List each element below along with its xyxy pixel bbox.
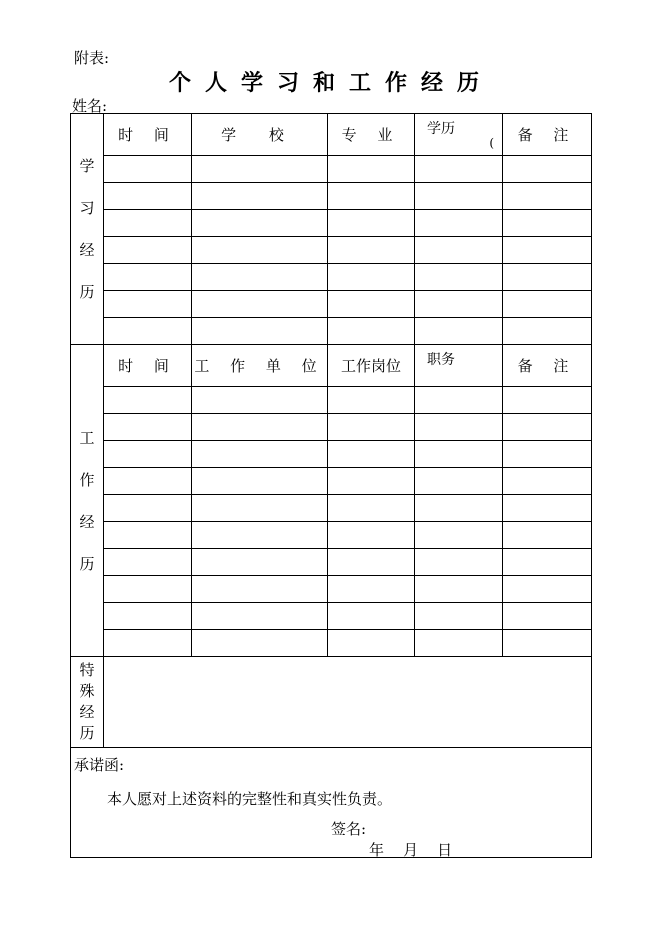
education-entry-row <box>71 291 592 318</box>
signature-label: 签名: <box>331 820 367 838</box>
work-entry-cell[interactable] <box>328 576 415 603</box>
education-entry-cell[interactable] <box>503 318 592 345</box>
work-entry-cell[interactable] <box>104 387 192 414</box>
work-entry-cell[interactable] <box>503 441 592 468</box>
work-entry-row <box>71 414 592 441</box>
work-entry-cell[interactable] <box>503 630 592 657</box>
education-entry-cell[interactable] <box>192 210 328 237</box>
work-entry-row <box>71 630 592 657</box>
work-entry-cell[interactable] <box>328 468 415 495</box>
work-entry-cell[interactable] <box>415 495 503 522</box>
education-entry-cell[interactable] <box>192 318 328 345</box>
education-entry-cell[interactable] <box>328 156 415 183</box>
work-entry-row <box>71 387 592 414</box>
special-side-label: 特 殊 经 历 <box>71 657 104 748</box>
work-entry-row <box>71 549 592 576</box>
work-side-label: 工 作 经 历 <box>71 345 104 657</box>
edu-header-degree-label: 学历 <box>427 121 455 137</box>
education-entry-cell[interactable] <box>503 210 592 237</box>
resume-form-table <box>70 113 592 858</box>
pledge-row <box>71 748 592 858</box>
work-entry-cell[interactable] <box>192 576 328 603</box>
work-entry-row <box>71 522 592 549</box>
work-entry-cell[interactable] <box>192 549 328 576</box>
education-entry-cell[interactable] <box>415 264 503 291</box>
education-entry-cell[interactable] <box>104 210 192 237</box>
edu-header-degree-mark: ( <box>489 136 494 150</box>
work-entry-cell[interactable] <box>328 414 415 441</box>
education-entry-cell[interactable] <box>104 291 192 318</box>
work-entry-cell[interactable] <box>104 576 192 603</box>
work-entry-row <box>71 468 592 495</box>
education-entry-cell[interactable] <box>415 183 503 210</box>
education-entry-cell[interactable] <box>328 183 415 210</box>
work-entry-cell[interactable] <box>415 576 503 603</box>
education-entry-cell[interactable] <box>104 183 192 210</box>
work-entry-cell[interactable] <box>415 414 503 441</box>
education-entry-row <box>71 210 592 237</box>
edu-header-degree <box>415 114 503 156</box>
education-entry-cell[interactable] <box>328 210 415 237</box>
work-entry-cell[interactable] <box>104 414 192 441</box>
education-entry-row <box>71 183 592 210</box>
work-entry-cell[interactable] <box>192 414 328 441</box>
work-header-position-label: 职务 <box>427 352 455 368</box>
education-entry-cell[interactable] <box>192 264 328 291</box>
pledge-cell <box>71 748 592 858</box>
education-entry-cell[interactable] <box>503 156 592 183</box>
work-entry-cell[interactable] <box>328 387 415 414</box>
work-header-post: 工作岗位 <box>328 345 415 387</box>
pledge-label: 承诺函: <box>74 756 125 774</box>
education-entry-cell[interactable] <box>503 237 592 264</box>
work-entry-cell[interactable] <box>415 441 503 468</box>
education-entry-cell[interactable] <box>415 237 503 264</box>
education-entry-row <box>71 264 592 291</box>
work-entry-cell[interactable] <box>415 522 503 549</box>
edu-header-major: 专 业 <box>328 114 415 156</box>
edu-header-school: 学 校 <box>192 114 328 156</box>
education-entry-row <box>71 318 592 345</box>
work-entry-cell[interactable] <box>328 441 415 468</box>
education-entry-cell[interactable] <box>503 183 592 210</box>
education-entry-cell[interactable] <box>415 291 503 318</box>
work-entry-cell[interactable] <box>503 576 592 603</box>
work-entry-cell[interactable] <box>328 603 415 630</box>
work-entry-cell[interactable] <box>104 468 192 495</box>
education-entry-cell[interactable] <box>192 237 328 264</box>
work-entry-cell[interactable] <box>328 549 415 576</box>
pledge-statement: 本人愿对上述资料的完整性和真实性负责。 <box>107 790 393 808</box>
education-entry-cell[interactable] <box>104 318 192 345</box>
work-header-time: 时 间 <box>104 345 192 387</box>
work-entry-cell[interactable] <box>104 495 192 522</box>
education-entry-cell[interactable] <box>104 237 192 264</box>
education-entry-cell[interactable] <box>192 291 328 318</box>
work-entry-cell[interactable] <box>192 441 328 468</box>
work-entry-cell[interactable] <box>192 468 328 495</box>
work-entry-row <box>71 441 592 468</box>
work-entry-cell[interactable] <box>415 549 503 576</box>
education-entry-cell[interactable] <box>415 210 503 237</box>
work-entry-cell[interactable] <box>192 387 328 414</box>
education-side-label: 学 习 经 历 <box>71 114 104 345</box>
work-entry-row <box>71 495 592 522</box>
work-entry-cell[interactable] <box>503 495 592 522</box>
work-entry-cell[interactable] <box>104 549 192 576</box>
work-entry-cell[interactable] <box>104 603 192 630</box>
work-entry-row <box>71 603 592 630</box>
education-entry-cell[interactable] <box>328 318 415 345</box>
work-entry-cell[interactable] <box>415 630 503 657</box>
appendix-label: 附表: <box>74 49 110 67</box>
education-entry-cell[interactable] <box>104 156 192 183</box>
education-entry-cell[interactable] <box>104 264 192 291</box>
education-entry-cell[interactable] <box>328 237 415 264</box>
edu-header-remarks: 备 注 <box>503 114 592 156</box>
work-entry-cell[interactable] <box>503 414 592 441</box>
education-entry-row <box>71 237 592 264</box>
work-entry-cell[interactable] <box>415 387 503 414</box>
edu-header-time: 时 间 <box>104 114 192 156</box>
work-entry-cell[interactable] <box>328 630 415 657</box>
work-entry-cell[interactable] <box>192 630 328 657</box>
work-entry-cell[interactable] <box>104 630 192 657</box>
name-label: 姓名: <box>72 97 108 115</box>
work-header-position <box>415 345 503 387</box>
education-entry-cell[interactable] <box>415 318 503 345</box>
education-entry-cell[interactable] <box>415 156 503 183</box>
work-entry-cell[interactable] <box>328 495 415 522</box>
work-entry-cell[interactable] <box>503 468 592 495</box>
work-entry-row <box>71 576 592 603</box>
special-experience-row <box>71 657 592 748</box>
education-entry-cell[interactable] <box>192 156 328 183</box>
work-header-remarks: 备 注 <box>503 345 592 387</box>
work-entry-cell[interactable] <box>415 468 503 495</box>
work-entry-cell[interactable] <box>104 522 192 549</box>
education-header-row <box>71 114 592 156</box>
work-header-row <box>71 345 592 387</box>
work-entry-cell[interactable] <box>104 441 192 468</box>
work-entry-cell[interactable] <box>192 495 328 522</box>
education-entry-cell[interactable] <box>328 291 415 318</box>
work-entry-cell[interactable] <box>503 522 592 549</box>
work-entry-cell[interactable] <box>192 522 328 549</box>
work-header-unit: 工 作 单 位 <box>192 345 328 387</box>
education-entry-row <box>71 156 592 183</box>
work-entry-cell[interactable] <box>415 603 503 630</box>
page-title: 个人学习和工作经历 <box>168 71 493 96</box>
date-line: 年 月 日 <box>369 841 453 859</box>
education-entry-cell[interactable] <box>503 264 592 291</box>
work-entry-cell[interactable] <box>503 549 592 576</box>
education-entry-cell[interactable] <box>503 291 592 318</box>
education-entry-cell[interactable] <box>192 183 328 210</box>
work-entry-cell[interactable] <box>503 603 592 630</box>
special-experience-field[interactable] <box>104 657 592 748</box>
work-entry-cell[interactable] <box>192 603 328 630</box>
work-entry-cell[interactable] <box>328 522 415 549</box>
work-entry-cell[interactable] <box>503 387 592 414</box>
education-entry-cell[interactable] <box>328 264 415 291</box>
